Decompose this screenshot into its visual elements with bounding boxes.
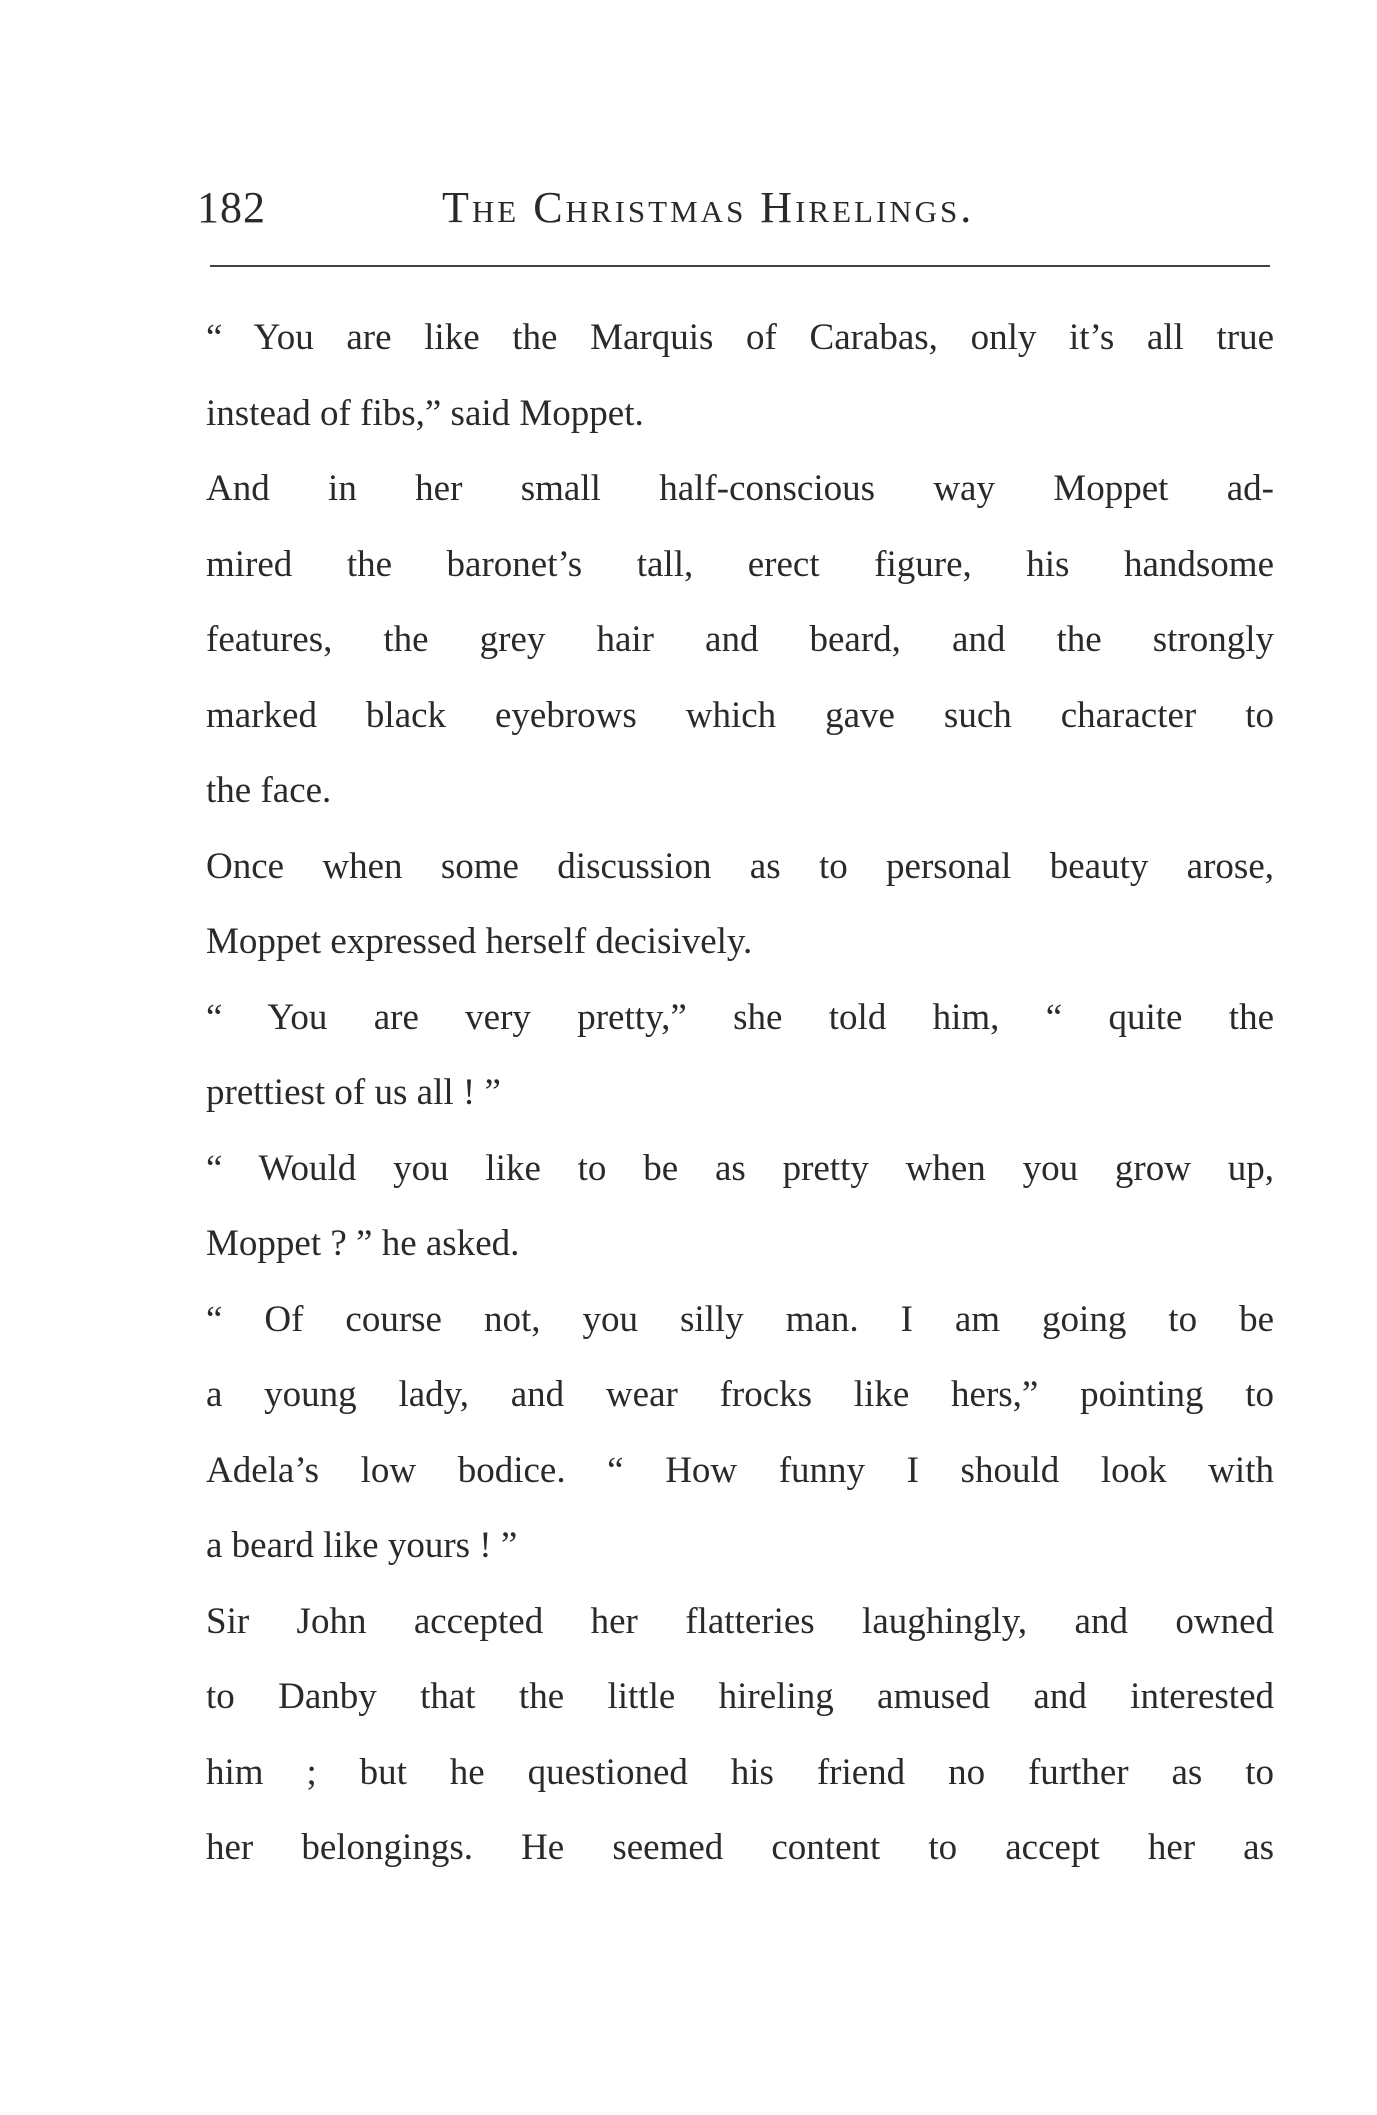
- text-line: “ You are like the Marquis of Carabas, only it’s all true: [206, 317, 1274, 358]
- text-line: the face.: [206, 770, 332, 811]
- text-line: instead of fibs,” said Moppet.: [206, 392, 644, 434]
- text-line: “ You are very pretty,” she told him, “ quite the: [206, 996, 1274, 1038]
- page-number: 182: [197, 183, 266, 232]
- text-line: him ; but he questioned his friend no further as to: [206, 1751, 1274, 1793]
- text-line: Sir John accepted her flatteries laughingly, and owned: [206, 1600, 1274, 1642]
- text-line: “ Would you like to be as pretty when you grow up,: [206, 1147, 1274, 1189]
- text-line: mired the baronet’s tall, erect figure, his handsome: [206, 543, 1274, 585]
- header-rule: [210, 265, 1270, 267]
- running-title: The Christmas Hirelings.: [442, 183, 975, 232]
- text-line: “ Of course not, you silly man. I am going to be: [206, 1298, 1274, 1340]
- text-line: Once when some discussion as to personal beauty arose,: [206, 845, 1274, 887]
- running-head: [197, 178, 1277, 238]
- text-line: Moppet ? ” he asked.: [206, 1223, 520, 1264]
- text-line: features, the grey hair and beard, and the strongly: [206, 619, 1274, 660]
- text-line: Adela’s low bodice. “ How funny I should look with: [206, 1449, 1274, 1491]
- text-line: to Danby that the little hireling amused and interested: [206, 1676, 1274, 1717]
- body-text: [206, 300, 1274, 1886]
- text-line: a young lady, and wear frocks like hers,” pointing to: [206, 1374, 1274, 1415]
- text-line: prettiest of us all ! ”: [206, 1072, 501, 1113]
- text-line: And in her small half-conscious way Moppet ad-: [206, 468, 1274, 509]
- text-line: Moppet expressed herself decisively.: [206, 921, 753, 962]
- text-line: a beard like yours ! ”: [206, 1525, 518, 1566]
- text-line: marked black eyebrows which gave such character to: [206, 694, 1274, 736]
- text-line: her belongings. He seemed content to accept her as: [206, 1827, 1274, 1868]
